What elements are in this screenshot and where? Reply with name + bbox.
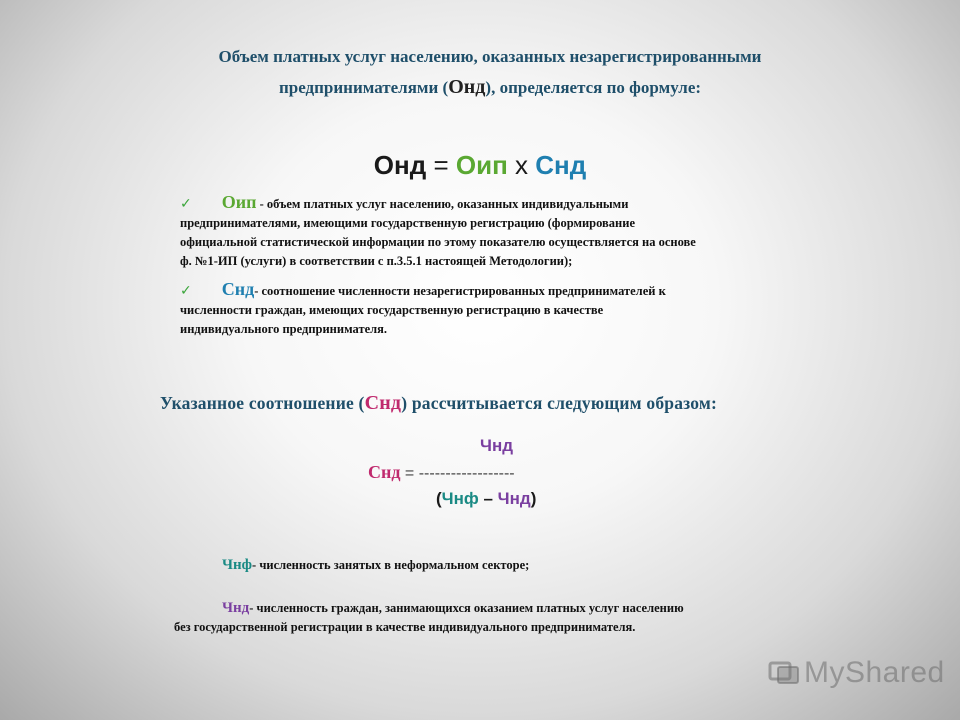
formula-times: х	[507, 150, 536, 180]
paren-close: )	[530, 489, 537, 508]
formula-ond: Онд	[373, 150, 427, 180]
myshared-logo-icon	[768, 659, 800, 685]
title-line-1: Объем платных услуг населению, оказанных незарегистрированными	[218, 47, 762, 66]
formula-oip: Оип	[455, 150, 508, 180]
ratio-denominator	[436, 489, 536, 509]
def-term-chnd: Чнд	[222, 600, 250, 616]
definition-chnd	[174, 599, 794, 637]
denom-chnf: Чнф	[441, 489, 479, 508]
bullet-snd-text-1: - соотношение численности незарегистрированных предпринимателей к	[254, 284, 666, 298]
bullet-oip-text-1: - объем платных услуг населению, оказанных индивидуальными	[259, 197, 629, 211]
subtitle-term-snd: Снд	[364, 392, 402, 414]
def-chnd-line-2: без государственной регистрации в качестве индивидуального предпринимателя.	[174, 620, 636, 634]
paren-open: (	[436, 489, 442, 508]
title-term-ond: Онд	[448, 76, 486, 98]
bullet-oip-line-4: ф. №1-ИП (услуги) в соответствии с п.3.5.1 настоящей Методологии);	[180, 254, 573, 268]
watermark-text: MyShared	[804, 656, 945, 689]
title-line-2	[110, 72, 870, 103]
bullet-snd-line-3: индивидуального предпринимателя.	[180, 322, 388, 336]
definition-chnf	[222, 556, 529, 575]
def-chnd-line-1	[174, 599, 794, 618]
bullet-snd-line-2: численности граждан, имеющих государственную регистрацию в качестве	[180, 303, 604, 317]
formula-snd: Снд	[535, 150, 587, 180]
watermark	[768, 656, 945, 690]
subtitle-text-end: ) рассчитывается следующим образом:	[401, 393, 718, 413]
title-text-end: ), определяется по формуле:	[485, 78, 702, 97]
checkmark-icon: ✓	[180, 283, 192, 299]
slide-title	[110, 42, 870, 103]
title-text: предпринимателями (	[278, 78, 449, 97]
checkmark-icon: ✓	[180, 196, 192, 212]
denom-chnd: Чнд	[497, 489, 531, 508]
subtitle-text: Указанное соотношение (	[160, 393, 365, 413]
ratio-lhs-snd: Снд	[368, 462, 401, 482]
ratio-fraction-bar: = ------------------	[400, 465, 515, 482]
def-text-chnf: - численность занятых в неформальном секторе;	[252, 558, 530, 572]
ratio-numerator: Чнд	[480, 436, 514, 455]
bullet-oip-line-3: официальной статистической информации по этому показателю осуществляется на основе	[180, 235, 696, 249]
bullet-snd-line-1	[180, 280, 795, 301]
def-text-chnd: - численность граждан, занимающихся оказанием платных услуг населению	[249, 601, 684, 615]
subtitle	[160, 392, 840, 415]
bullet-term-oip: Оип	[221, 192, 257, 212]
denom-minus: –	[478, 489, 498, 508]
def-term-chnf: Чнф	[222, 557, 253, 573]
bullet-oip	[180, 193, 795, 271]
bullet-oip-line-1	[180, 193, 795, 214]
bullet-snd	[180, 280, 795, 339]
bullet-term-snd: Снд	[221, 279, 255, 299]
ratio-line	[368, 462, 515, 483]
formula-equals: =	[426, 150, 456, 180]
main-formula	[0, 150, 960, 181]
bullet-oip-line-2: предпринимателями, имеющими государственную регистрацию (формирование	[180, 216, 636, 230]
